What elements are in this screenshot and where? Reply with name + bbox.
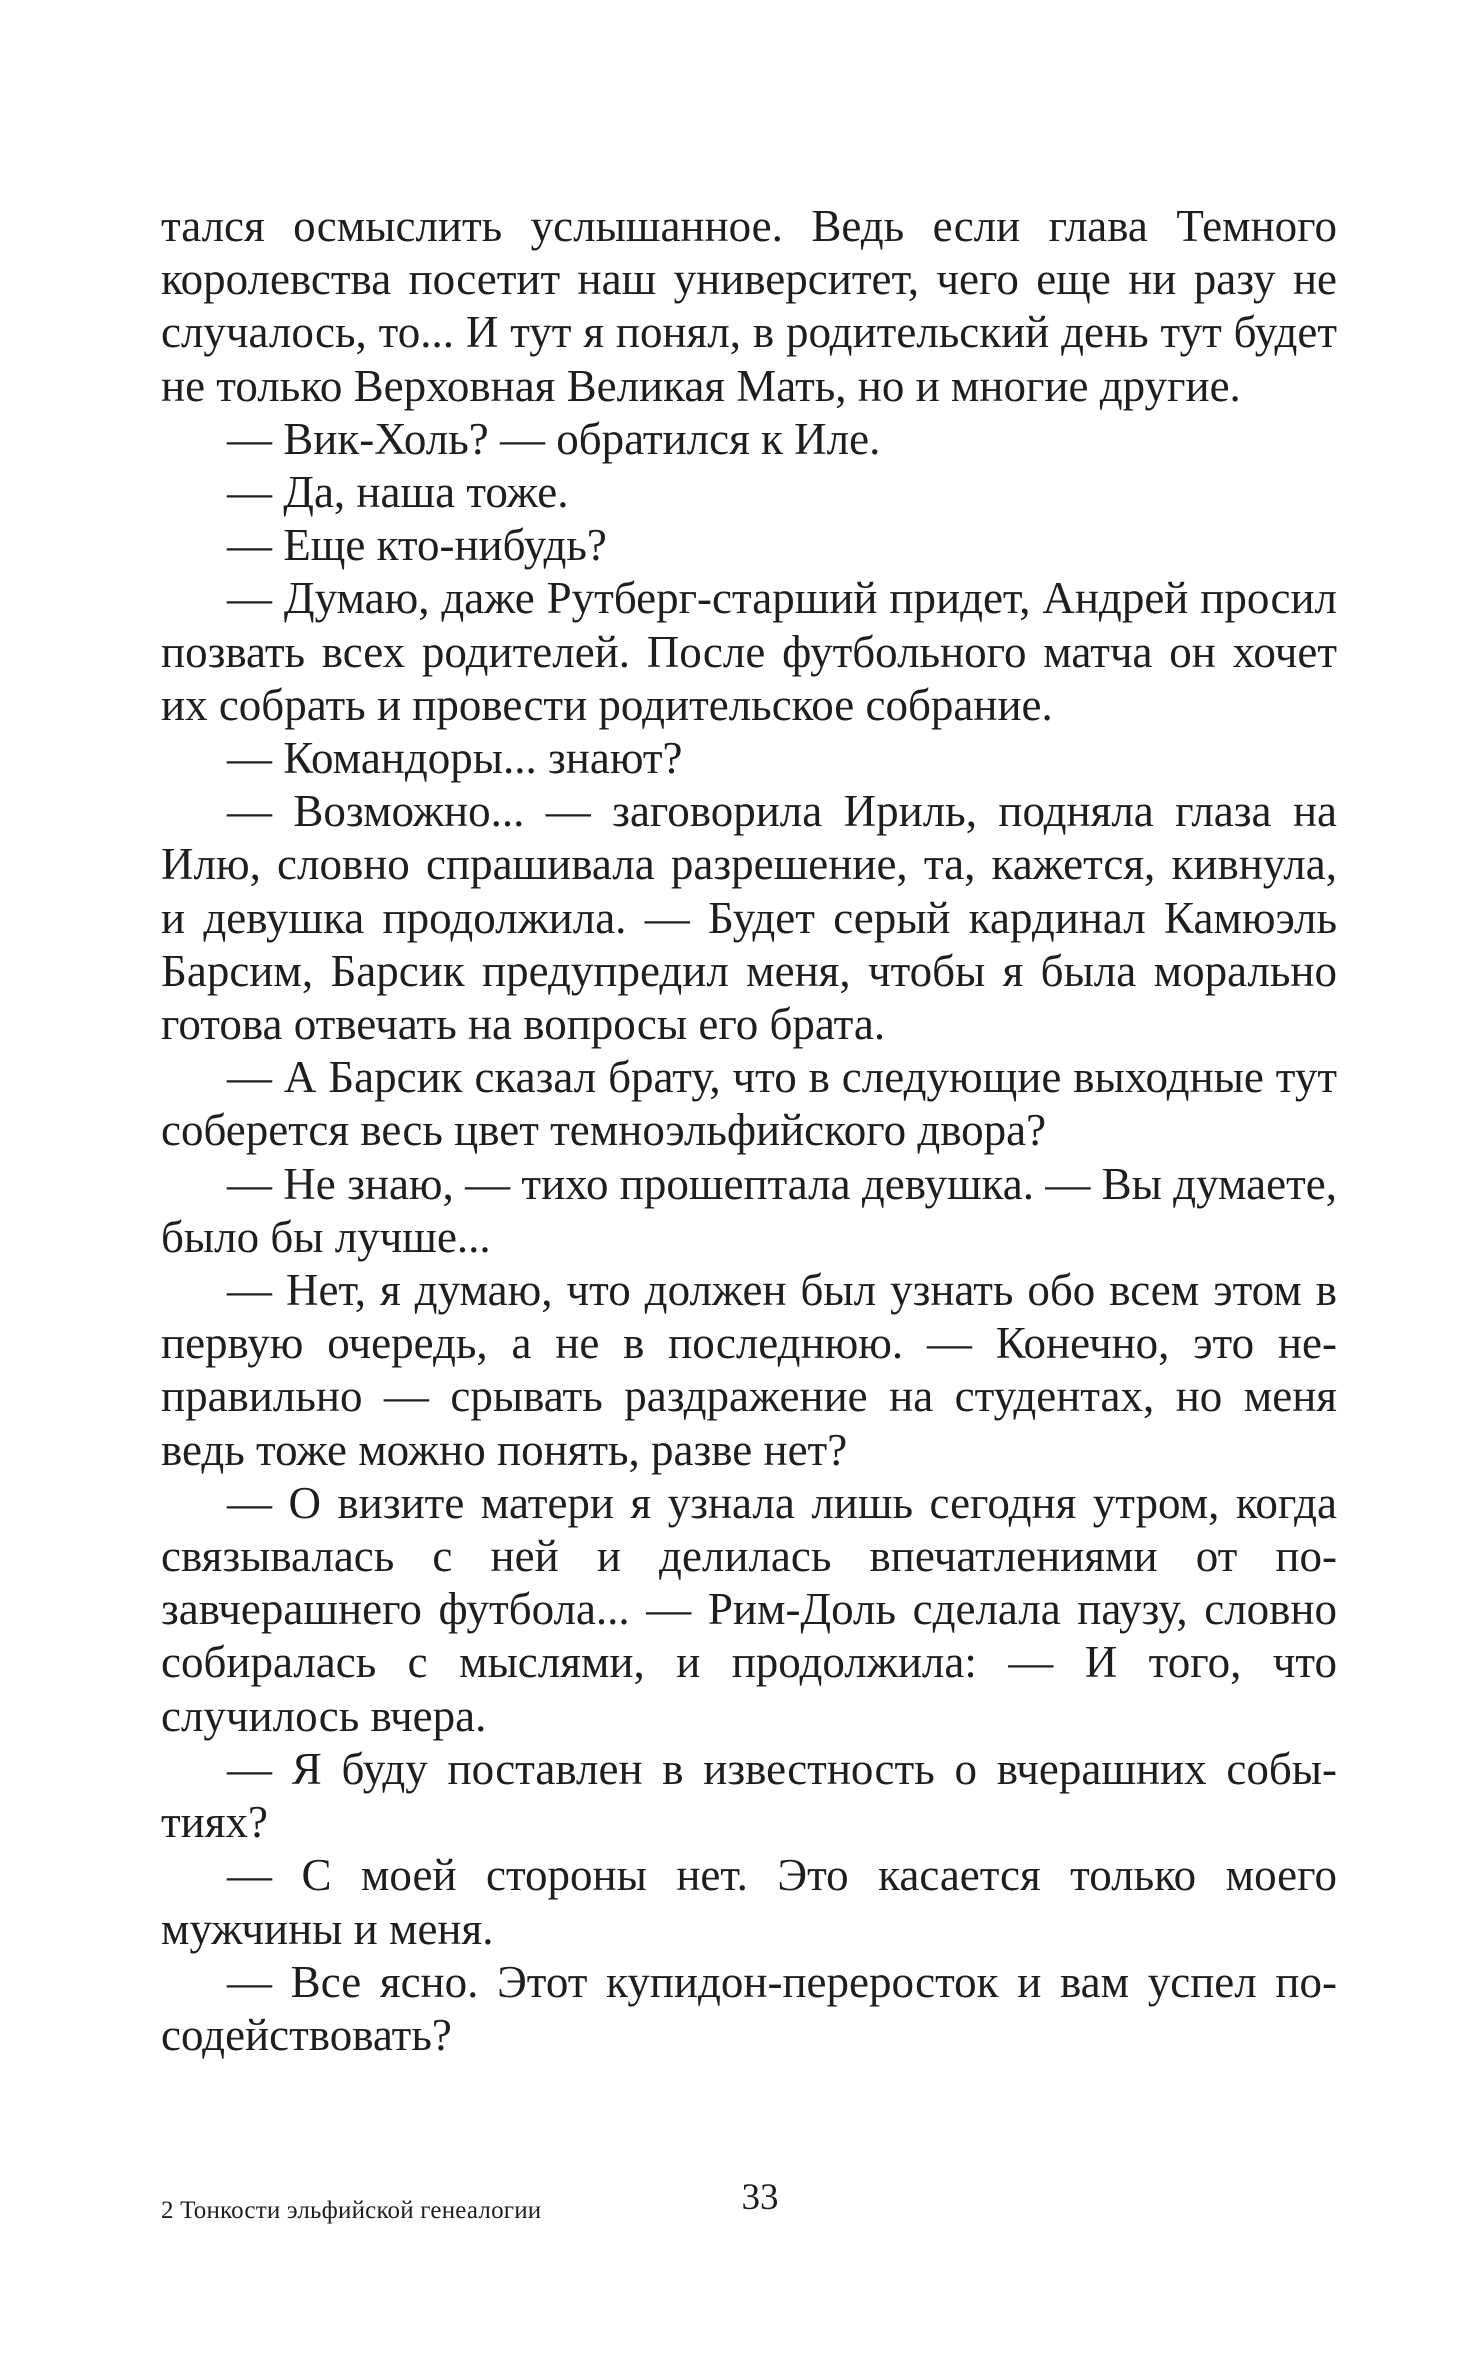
body-text	[161, 200, 1337, 2062]
paragraph: — Еще кто-нибудь?	[227, 520, 607, 571]
paragraph: — С моей стороны нет. Это касается только моего мужчины и меня.	[161, 1850, 1337, 1954]
paragraph: тался осмыслить услышанное. Ведь если глава Темного королевства посетит наш университет, чего еще ни разу не случалось, то... И тут я понял, в родительский день тут будет не только Верховная Великая Мать, но и многие другие.	[161, 201, 1337, 411]
printer-signature: 2 Тонкости эльфийской генеалогии	[161, 2197, 542, 2224]
paragraph: — Я буду поставлен в известность о вчерашних событиях?	[161, 1743, 1337, 1848]
paragraph: — Все ясно. Этот купидон-переросток и вам успел посодействовать?	[161, 1956, 1337, 2060]
paragraph: — Нет, я думаю, что должен был узнать обо всем этом в первую очередь, а не в последнюю. — Конечно, это неправильно — срывать раздражение на студентах, но меня ведь тоже можно понять, разве нет?	[161, 1265, 1337, 1475]
paragraph: — Вик-Холь? — обратился к Иле.	[227, 413, 881, 464]
paragraph: — О визите матери я узнала лишь сегодня утром, когда связывалась с ней и делилась впечатлениями от позавчерашнего футбола... — Рим-Доль сделала паузу, словно собиралась с мыслями, и продолжила: — И того, что случилось вчера.	[161, 1477, 1337, 1741]
paragraph: — Не знаю, — тихо прошептала девушка. — Вы думаете, было бы лучше...	[161, 1158, 1337, 1262]
paragraph: — Командоры... знают?	[227, 733, 683, 784]
paragraph: — Да, наша тоже.	[227, 467, 569, 518]
paragraph: — А Барсик сказал брату, что в следующие выходные тут соберется весь цвет темноэльфийского двора?	[161, 1052, 1337, 1156]
page-number: 33	[741, 2177, 779, 2218]
paragraph: — Возможно... — заговорила Ириль, подняла глаза на Илю, словно спрашивала разрешение, та, кажется, кивнула, и девушка продолжила. — Будет серый кардинал Камюэль Барсим, Барсик предупредил меня, чтобы я была морально готова отвечать на вопросы его брата.	[161, 786, 1337, 1050]
paragraph: — Думаю, даже Рутберг-старший придет, Андрей просил позвать всех родителей. После футбольного матча он хочет их собрать и провести родительское собрание.	[161, 573, 1337, 730]
